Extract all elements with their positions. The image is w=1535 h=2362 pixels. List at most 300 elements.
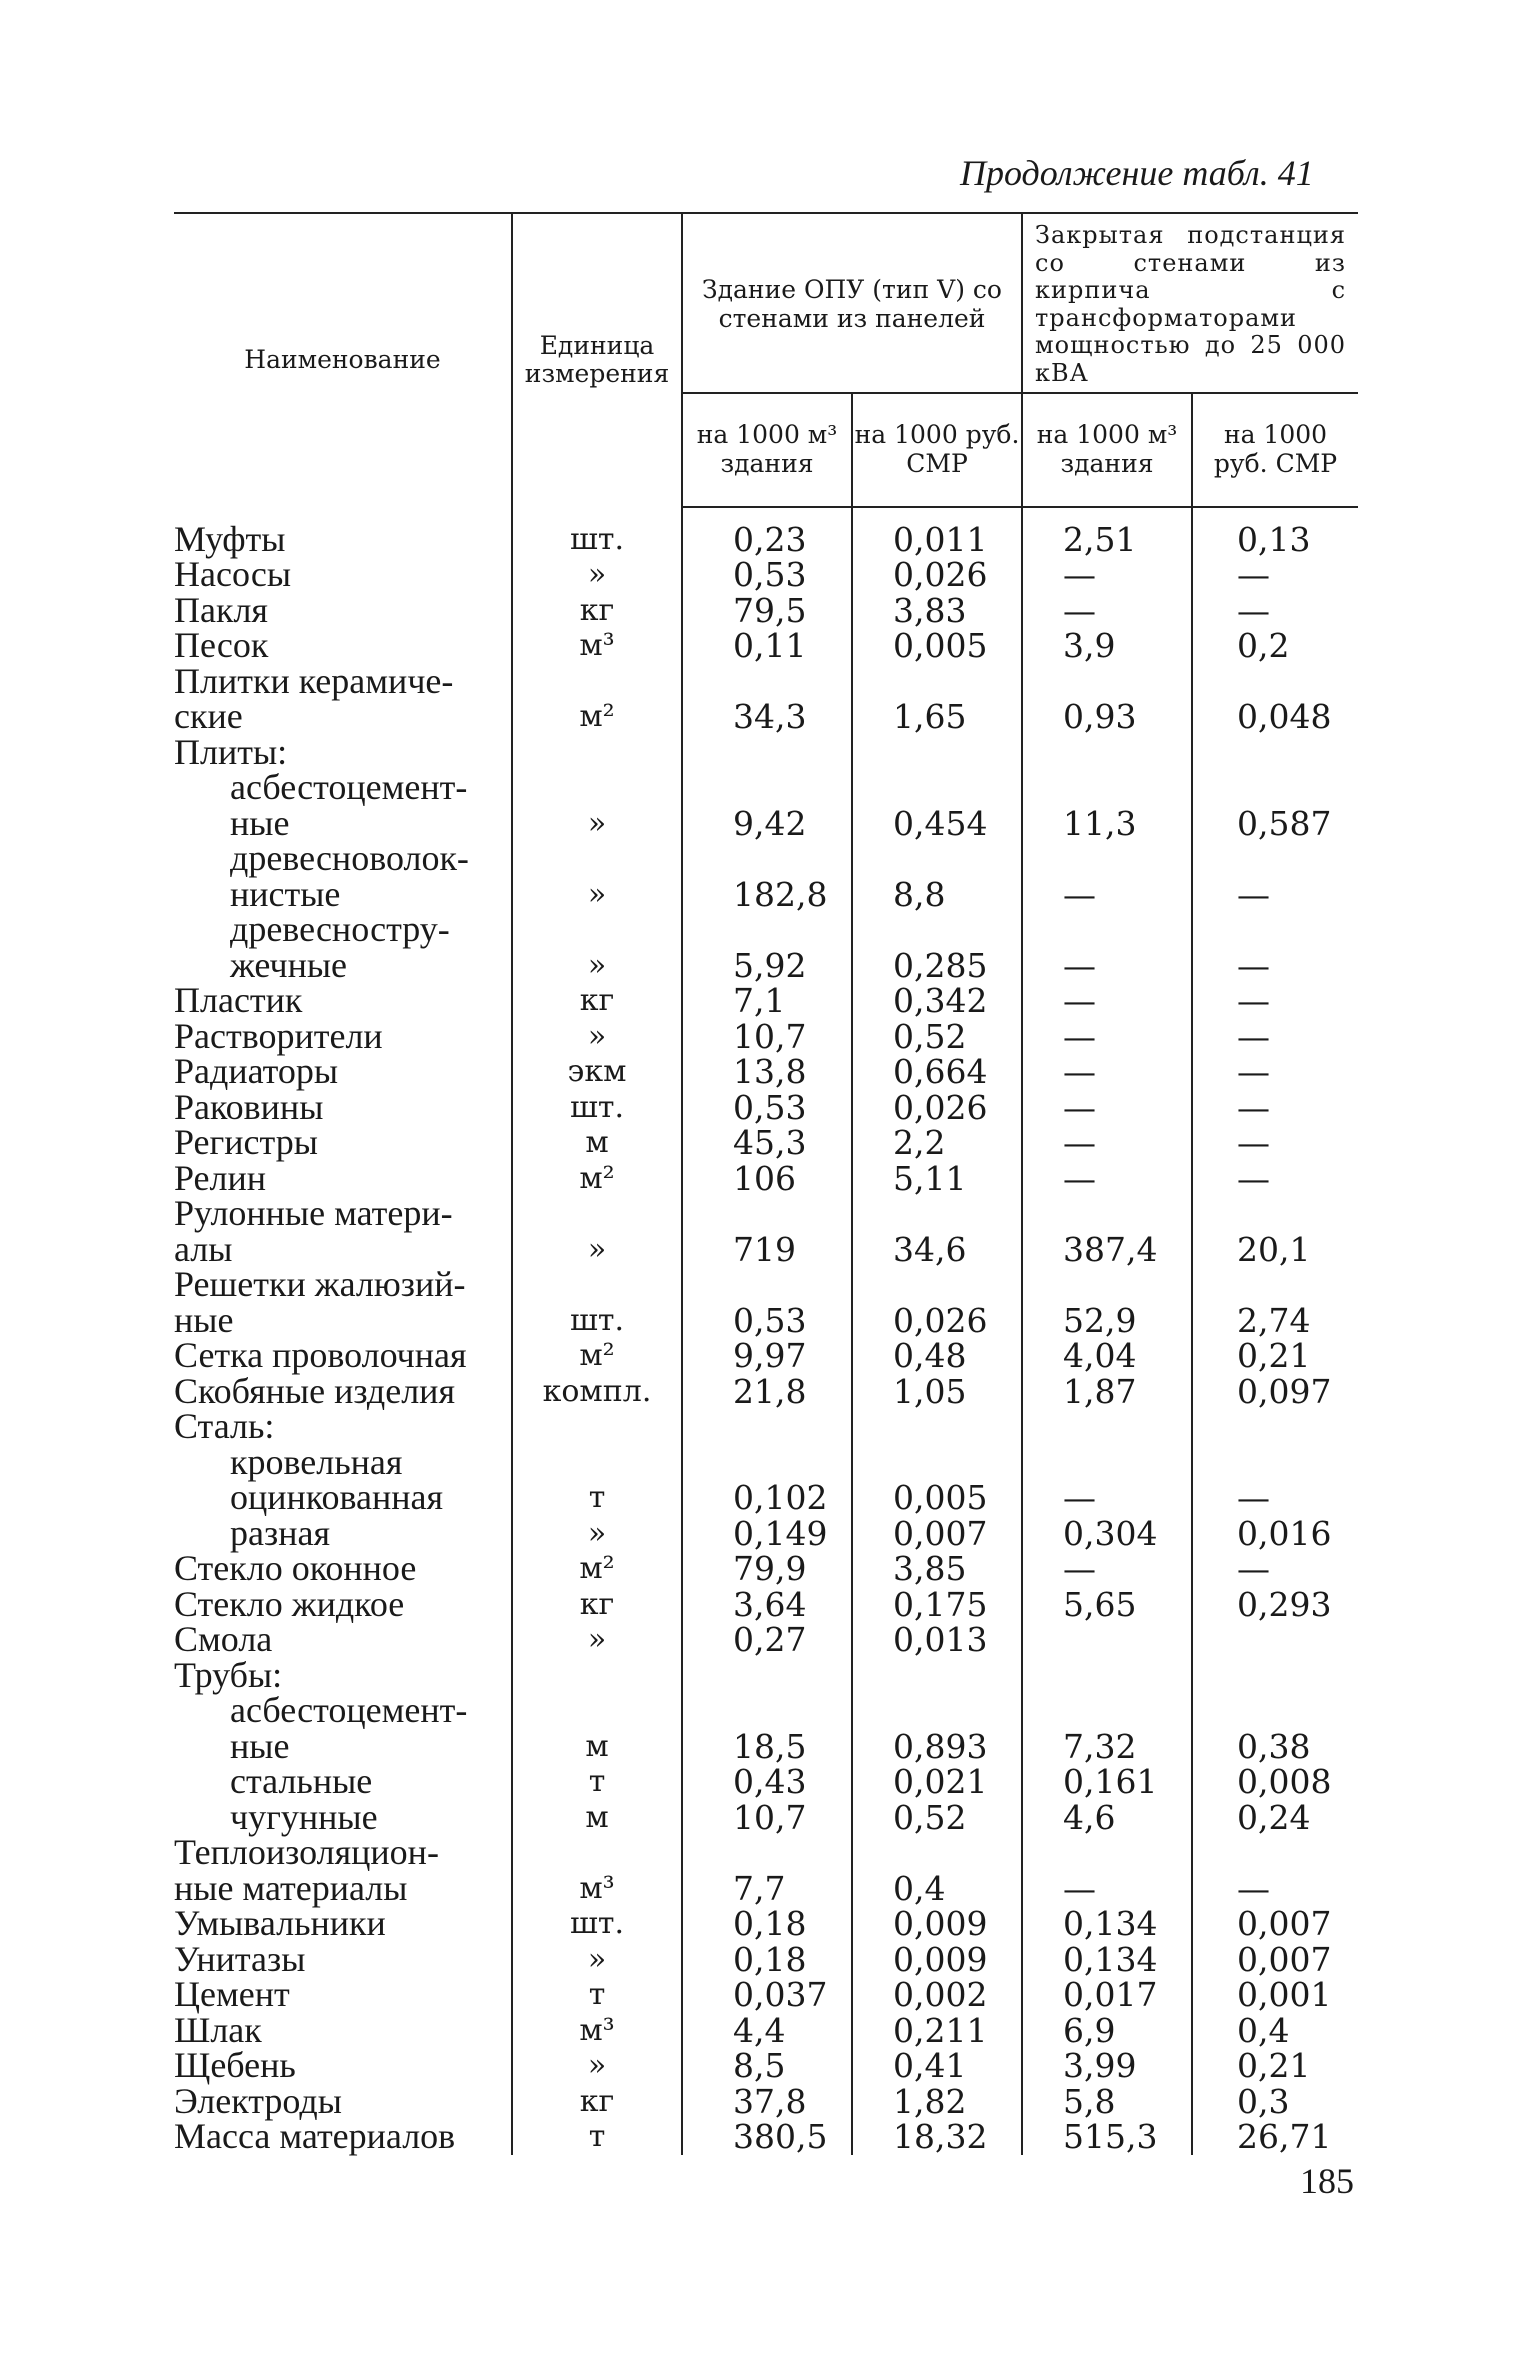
cell-unit: » [512, 1516, 682, 1552]
cell-value-4 [1192, 735, 1358, 771]
table-row [174, 1090, 1358, 1126]
cell-value-1: 719 [682, 1196, 852, 1267]
cell-value-4: 0,21 [1237, 1336, 1311, 1376]
cell-value-2: 0,005 [852, 1445, 1022, 1516]
material-name: древесностру- [230, 909, 450, 950]
cell-value-1: 0,102 [682, 1445, 852, 1516]
cell-value-4: — [1237, 1868, 1271, 1908]
cell-unit: » [512, 770, 682, 841]
cell-value-2: 0,893 [852, 1693, 1022, 1764]
cell-value-3: — [1022, 1551, 1192, 1587]
material-name: Решетки жалюзий- [174, 1264, 466, 1305]
cell-name [174, 589, 512, 630]
cell-unit: кг [512, 983, 682, 1019]
cell-value-4 [1192, 1622, 1358, 1658]
material-name: асбестоцемент- [230, 767, 468, 808]
table-body [174, 507, 1358, 2155]
cell-name [174, 1938, 512, 1979]
table-caption: Продолжение табл. 41 [960, 153, 1314, 193]
cell-name [174, 660, 512, 737]
cell-name [174, 2116, 512, 2157]
cell-unit: т [512, 1977, 682, 2013]
cell-value-1 [682, 735, 852, 771]
cell-value-3: 6,9 [1022, 2013, 1192, 2049]
cell-value-4: 0,007 [1237, 1904, 1332, 1944]
cell-name [174, 1051, 512, 1092]
material-name: Пластик [174, 980, 303, 1021]
material-name: Унитазы [174, 1938, 306, 1979]
cell-value-1: 79,9 [682, 1551, 852, 1587]
material-name: Насосы [174, 554, 292, 595]
table-row [174, 1906, 1358, 1942]
material-name: Электроды [174, 2080, 342, 2121]
table-row [174, 1693, 1358, 1764]
materials-table [174, 212, 1358, 2155]
cell-value-3: 5,65 [1022, 1587, 1192, 1623]
cell-value-4: 0,048 [1237, 697, 1332, 737]
cell-value-2: 5,11 [852, 1161, 1022, 1197]
cell-value-1 [682, 1409, 852, 1445]
cell-name [174, 1512, 512, 1553]
cell-value-2: 34,6 [852, 1196, 1022, 1267]
cell-unit: м³ [512, 1835, 682, 1906]
cell-unit: » [512, 1942, 682, 1978]
cell-value-1: 0,53 [682, 1090, 852, 1126]
cell-value-2: 0,285 [852, 912, 1022, 983]
cell-unit: шт. [512, 1090, 682, 1126]
cell-value-4: 0,008 [1237, 1762, 1332, 1802]
material-name-continuation: ные [174, 1299, 234, 1340]
cell-unit [512, 1409, 682, 1445]
table-row [174, 1942, 1358, 1978]
cell-value-1: 0,037 [682, 1977, 852, 2013]
material-name: Сталь: [174, 1406, 275, 1447]
table-row [174, 1551, 1358, 1587]
cell-unit: м³ [512, 628, 682, 664]
cell-value-2 [852, 735, 1022, 771]
cell-unit: кг [512, 593, 682, 629]
material-name: Радиаторы [174, 1051, 339, 1092]
header-sub-per-1000-m3-1: на 1000 м³ здания [682, 393, 852, 507]
header-sub-per-1000-rub-1: на 1000 руб. СМР [852, 393, 1022, 507]
cell-unit: м³ [512, 2013, 682, 2049]
cell-value-3 [1022, 1622, 1192, 1658]
cell-value-1: 45,3 [682, 1125, 852, 1161]
cell-value-2: 0,021 [852, 1764, 1022, 1800]
material-name: Раковины [174, 1086, 324, 1127]
cell-unit: » [512, 1622, 682, 1658]
cell-value-1: 0,18 [682, 1906, 852, 1942]
cell-name [174, 2045, 512, 2086]
table-row [174, 1019, 1358, 1055]
cell-value-3: — [1022, 912, 1192, 983]
cell-name [174, 1406, 512, 1447]
cell-name [174, 838, 512, 914]
cell-value-1: 7,1 [682, 983, 852, 1019]
table-row [174, 2048, 1358, 2084]
cell-value-2: 3,83 [852, 593, 1022, 629]
material-name-continuation: жечные [230, 944, 348, 985]
cell-value-2: 0,175 [852, 1587, 1022, 1623]
material-name: Муфты [174, 518, 286, 559]
cell-unit: т [512, 1445, 682, 1516]
cell-value-2: 18,32 [852, 2119, 1022, 2155]
cell-unit: » [512, 1196, 682, 1267]
header-unit: Единица измерения [512, 213, 682, 507]
cell-value-2: 0,002 [852, 1977, 1022, 2013]
cell-name [174, 1583, 512, 1624]
table-row [174, 593, 1358, 629]
header-sub-per-1000-rub-2: на 1000 руб. СМР [1192, 393, 1358, 507]
cell-value-3: 1,87 [1022, 1374, 1192, 1410]
cell-value-3: — [1022, 1445, 1192, 1516]
cell-value-4: — [1237, 1123, 1271, 1163]
cell-value-1: 0,149 [682, 1516, 852, 1552]
cell-name [174, 625, 512, 666]
cell-value-2 [852, 1409, 1022, 1445]
cell-name [174, 1264, 512, 1340]
cell-unit: » [512, 557, 682, 593]
cell-value-4: — [1237, 1052, 1271, 1092]
material-name: Регистры [174, 1122, 318, 1163]
cell-unit: » [512, 1019, 682, 1055]
cell-value-3: 0,134 [1022, 1906, 1192, 1942]
cell-value-4: 0,016 [1237, 1513, 1332, 1553]
table-row [174, 1445, 1358, 1516]
cell-value-3: 0,161 [1022, 1764, 1192, 1800]
cell-value-2: 0,009 [852, 1942, 1022, 1978]
cell-name [174, 1761, 512, 1802]
cell-value-3: 52,9 [1022, 1267, 1192, 1338]
table-row [174, 1161, 1358, 1197]
cell-value-2: 1,65 [852, 664, 1022, 735]
material-name: древесноволок- [230, 838, 469, 879]
material-name-continuation: ные [230, 802, 290, 843]
cell-unit: шт. [512, 1267, 682, 1338]
material-name: Цемент [174, 1974, 290, 2015]
cell-value-2: 0,005 [852, 628, 1022, 664]
cell-unit: м² [512, 1338, 682, 1374]
cell-name [174, 507, 512, 558]
cell-unit: м [512, 1800, 682, 1836]
table-row [174, 1409, 1358, 1445]
cell-value-4: 20,1 [1237, 1229, 1311, 1269]
page-number: 185 [1300, 2161, 1354, 2201]
cell-value-4: 0,21 [1237, 2046, 1311, 2086]
cell-value-1 [682, 1658, 852, 1694]
cell-value-3: — [1022, 1161, 1192, 1197]
cell-unit: экм [512, 1054, 682, 1090]
cell-name [174, 1796, 512, 1837]
material-name: Рулонные матери- [174, 1193, 453, 1234]
cell-unit [512, 1658, 682, 1694]
cell-value-1: 182,8 [682, 841, 852, 912]
table-row [174, 664, 1358, 735]
cell-value-3: 5,8 [1022, 2084, 1192, 2120]
table-row [174, 912, 1358, 983]
material-name: Щебень [174, 2045, 296, 2086]
cell-value-2: 0,011 [852, 507, 1022, 558]
material-name: Стекло оконное [174, 1548, 417, 1589]
cell-value-4: — [1237, 945, 1271, 985]
table-row [174, 2084, 1358, 2120]
cell-unit: м² [512, 1161, 682, 1197]
cell-value-3: 387,4 [1022, 1196, 1192, 1267]
table-row [174, 983, 1358, 1019]
table-row [174, 735, 1358, 771]
cell-value-3: — [1022, 1125, 1192, 1161]
cell-value-1: 13,8 [682, 1054, 852, 1090]
cell-unit: т [512, 1764, 682, 1800]
cell-name [174, 2080, 512, 2121]
cell-value-3: 0,134 [1022, 1942, 1192, 1978]
cell-name [174, 2009, 512, 2050]
cell-unit: компл. [512, 1374, 682, 1410]
cell-value-4: 0,2 [1237, 626, 1290, 666]
cell-value-3: 3,9 [1022, 628, 1192, 664]
cell-value-4: — [1237, 1158, 1271, 1198]
cell-value-1: 380,5 [682, 2119, 852, 2155]
cell-value-1: 8,5 [682, 2048, 852, 2084]
cell-value-1: 34,3 [682, 664, 852, 735]
cell-value-1: 10,7 [682, 1800, 852, 1836]
cell-value-4: 0,293 [1237, 1584, 1332, 1624]
table-row [174, 2119, 1358, 2155]
cell-value-3: 2,51 [1022, 507, 1192, 558]
cell-value-2: 1,82 [852, 2084, 1022, 2120]
cell-value-1: 3,64 [682, 1587, 852, 1623]
cell-unit: шт. [512, 507, 682, 558]
material-name-continuation: оцинкованная [230, 1477, 444, 1518]
cell-value-4: 0,13 [1237, 519, 1311, 559]
table-row [174, 1338, 1358, 1374]
cell-unit: » [512, 841, 682, 912]
material-name: Смола [174, 1619, 273, 1660]
cell-value-3: 0,017 [1022, 1977, 1192, 2013]
cell-value-4: 0,007 [1237, 1939, 1332, 1979]
materials-table-container [174, 212, 1358, 2155]
material-name: разная [230, 1512, 331, 1553]
cell-value-1: 0,11 [682, 628, 852, 664]
cell-value-2: 1,05 [852, 1374, 1022, 1410]
cell-value-2: 8,8 [852, 841, 1022, 912]
material-name: Сетка проволочная [174, 1335, 467, 1376]
cell-value-1: 106 [682, 1161, 852, 1197]
cell-value-2 [852, 1658, 1022, 1694]
material-name-continuation: ные материалы [174, 1867, 408, 1908]
table-row [174, 1267, 1358, 1338]
cell-unit: » [512, 912, 682, 983]
header-sub-per-1000-m3-2: на 1000 м³ здания [1022, 393, 1192, 507]
cell-value-1: 21,8 [682, 1374, 852, 1410]
cell-value-1: 0,27 [682, 1622, 852, 1658]
material-name: стальные [230, 1761, 373, 1802]
material-name-continuation: ные [230, 1725, 290, 1766]
cell-value-4: — [1237, 1016, 1271, 1056]
material-name: Плитки керамиче- [174, 660, 454, 701]
table-row [174, 1587, 1358, 1623]
cell-name [174, 1122, 512, 1163]
cell-value-1: 4,4 [682, 2013, 852, 2049]
cell-value-4 [1192, 1409, 1358, 1445]
cell-name [174, 1654, 512, 1695]
cell-value-1: 18,5 [682, 1693, 852, 1764]
cell-value-1: 0,23 [682, 507, 852, 558]
cell-name [174, 1441, 512, 1518]
table-row [174, 1835, 1358, 1906]
table-row [174, 1800, 1358, 1836]
table-row [174, 557, 1358, 593]
cell-value-2: 0,013 [852, 1622, 1022, 1658]
material-name: Масса материалов [174, 2116, 456, 2157]
cell-value-2: 0,009 [852, 1906, 1022, 1942]
cell-unit: м [512, 1693, 682, 1764]
cell-value-4: 2,74 [1237, 1300, 1311, 1340]
cell-name [174, 1193, 512, 1269]
table-row [174, 1977, 1358, 2013]
cell-value-2: 0,52 [852, 1019, 1022, 1055]
cell-value-2: 0,41 [852, 2048, 1022, 2084]
material-name: Шлак [174, 2009, 262, 2050]
cell-value-4: — [1237, 590, 1271, 630]
cell-unit: кг [512, 1587, 682, 1623]
material-name: асбестоцемент- [230, 1690, 468, 1731]
cell-value-4: 0,001 [1237, 1975, 1332, 2015]
cell-value-1: 10,7 [682, 1019, 852, 1055]
material-name: чугунные [230, 1796, 378, 1837]
material-name-continuation: ские [174, 696, 243, 737]
cell-value-3: — [1022, 983, 1192, 1019]
cell-unit: шт. [512, 1906, 682, 1942]
cell-value-3: — [1022, 841, 1192, 912]
cell-value-3: — [1022, 593, 1192, 629]
material-name: Умывальники [174, 1903, 386, 1944]
cell-value-2: 0,007 [852, 1516, 1022, 1552]
cell-value-4: — [1237, 1087, 1271, 1127]
cell-value-3 [1022, 1409, 1192, 1445]
cell-value-2: 0,026 [852, 1267, 1022, 1338]
cell-value-3: 0,93 [1022, 664, 1192, 735]
material-name: Теплоизоляцион- [174, 1832, 439, 1873]
cell-name [174, 1974, 512, 2015]
cell-value-1: 0,18 [682, 1942, 852, 1978]
cell-value-3: 4,04 [1022, 1338, 1192, 1374]
material-name: Трубы: [174, 1654, 283, 1695]
material-name: Песок [174, 625, 269, 666]
cell-name [174, 1086, 512, 1127]
cell-value-4: — [1237, 981, 1271, 1021]
cell-name [174, 1157, 512, 1198]
cell-value-2: 0,4 [852, 1835, 1022, 1906]
material-name: Релин [174, 1157, 267, 1198]
cell-unit: м² [512, 1551, 682, 1587]
cell-value-4: — [1237, 555, 1271, 595]
table-row [174, 1764, 1358, 1800]
cell-value-1: 0,43 [682, 1764, 852, 1800]
cell-value-2: 0,026 [852, 1090, 1022, 1126]
cell-name [174, 1832, 512, 1908]
table-row [174, 1622, 1358, 1658]
table-row [174, 1516, 1358, 1552]
cell-value-1: 0,53 [682, 557, 852, 593]
cell-value-2: 0,026 [852, 557, 1022, 593]
material-name: Плиты: [174, 731, 288, 772]
material-name: Скобяные изделия [174, 1370, 456, 1411]
cell-value-3: 515,3 [1022, 2119, 1192, 2155]
cell-name [174, 767, 512, 843]
table-row [174, 507, 1358, 558]
cell-name [174, 1015, 512, 1056]
material-name: Пакля [174, 589, 268, 630]
cell-value-4: 0,38 [1237, 1726, 1311, 1766]
cell-value-3: — [1022, 557, 1192, 593]
cell-name [174, 909, 512, 985]
table-row [174, 1125, 1358, 1161]
cell-name [174, 980, 512, 1021]
cell-name [174, 1548, 512, 1589]
material-name: кровельная [230, 1441, 403, 1482]
cell-name [174, 1690, 512, 1766]
table-row [174, 1054, 1358, 1090]
cell-value-1: 9,97 [682, 1338, 852, 1374]
cell-unit: м² [512, 664, 682, 735]
cell-value-3: 11,3 [1022, 770, 1192, 841]
header-group-closed-substation: Закрытая подстанция со стенами из кирпича с трансформаторами мощностью до 25 000 кВА [1022, 213, 1358, 393]
cell-value-4: 0,4 [1237, 2010, 1290, 2050]
cell-value-3: — [1022, 1019, 1192, 1055]
cell-value-4: 0,3 [1237, 2081, 1290, 2121]
cell-value-3 [1022, 735, 1192, 771]
cell-value-2: 3,85 [852, 1551, 1022, 1587]
cell-value-2: 0,454 [852, 770, 1022, 841]
cell-value-3: — [1022, 1054, 1192, 1090]
cell-value-4: 26,71 [1237, 2117, 1332, 2157]
cell-unit: » [512, 2048, 682, 2084]
cell-value-3: 4,6 [1022, 1800, 1192, 1836]
cell-name [174, 1335, 512, 1376]
material-name: Растворители [174, 1015, 383, 1056]
material-name: Стекло жидкое [174, 1583, 405, 1624]
table-row [174, 628, 1358, 664]
cell-value-4: 0,24 [1237, 1797, 1311, 1837]
cell-name [174, 731, 512, 772]
cell-value-3: — [1022, 1090, 1192, 1126]
cell-value-2: 0,48 [852, 1338, 1022, 1374]
cell-value-1: 0,53 [682, 1267, 852, 1338]
cell-unit: кг [512, 2084, 682, 2120]
cell-value-2: 0,664 [852, 1054, 1022, 1090]
cell-value-4: 0,587 [1237, 803, 1332, 843]
material-name-continuation: алы [174, 1228, 233, 1269]
table-row [174, 1658, 1358, 1694]
cell-value-2: 0,211 [852, 2013, 1022, 2049]
cell-value-4: — [1237, 874, 1271, 914]
cell-value-3: — [1022, 1835, 1192, 1906]
table-row [174, 2013, 1358, 2049]
cell-value-4: — [1237, 1478, 1271, 1518]
cell-unit: м [512, 1125, 682, 1161]
cell-value-2: 0,52 [852, 1800, 1022, 1836]
cell-value-2: 2,2 [852, 1125, 1022, 1161]
cell-name [174, 1619, 512, 1660]
cell-name [174, 1903, 512, 1944]
cell-value-3 [1022, 1658, 1192, 1694]
cell-value-1: 5,92 [682, 912, 852, 983]
cell-value-3: 0,304 [1022, 1516, 1192, 1552]
cell-value-1: 9,42 [682, 770, 852, 841]
cell-value-4: — [1237, 1549, 1271, 1589]
cell-name [174, 554, 512, 595]
